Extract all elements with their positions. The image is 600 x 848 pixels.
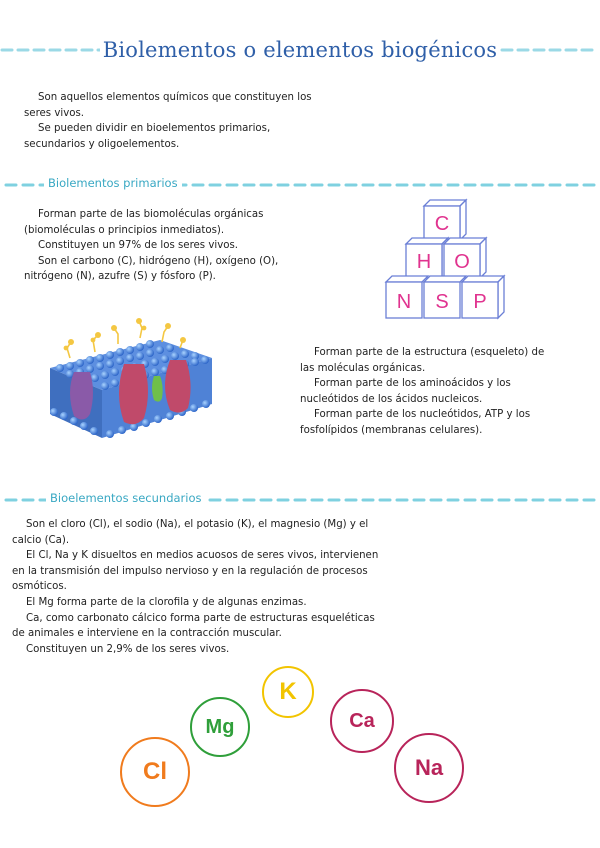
block-letter-s: S [435, 291, 449, 313]
secundarios-line-4: en la transmisión del impulso nervioso y en la regulación de procesos [12, 565, 368, 577]
intro-line-3: Se pueden dividir en bioelementos primarios, [38, 123, 271, 135]
element-symbol-mg: Mg [205, 715, 235, 738]
block-letter-p: P [473, 291, 487, 313]
function-line-4: nucleótidos de los ácidos nucleicos. [300, 393, 483, 405]
element-circle-mg [190, 697, 250, 757]
secundarios-line-2: calcio (Ca). [12, 534, 70, 546]
element-symbol-k: K [279, 678, 297, 705]
secundarios-line-3: El Cl, Na y K disueltos en medios acuosos de seres vivos, intervienen [26, 550, 379, 562]
intro-text [24, 90, 344, 152]
function-line-3: Forman parte de los aminoácidos y los [314, 378, 511, 390]
element-circle-k [262, 666, 314, 718]
secundarios-line-6: El Mg forma parte de la clorofila y de algunas enzimas. [26, 596, 307, 608]
element-circle-ca [330, 689, 394, 753]
element-symbol-na: Na [414, 755, 444, 780]
section-secundarios-heading: Bioelementos secundarios [46, 491, 206, 505]
element-circle-na [394, 733, 464, 803]
secundarios-line-8: de animales e interviene en la contracción muscular. [12, 628, 282, 640]
element-symbol-cl: Cl [143, 758, 167, 785]
primarios-text [24, 207, 314, 285]
block-letter-h: H [416, 251, 432, 273]
title-divider-right [500, 48, 600, 52]
primarios-line-2: (biomoléculas o principios inmediatos). [24, 224, 225, 236]
function-line-6: fosfolípidos (membranas celulares). [300, 424, 483, 436]
secundarios-line-9: Constituyen un 2,9% de los seres vivos. [26, 643, 230, 655]
cell-membrane-illustration [40, 318, 220, 450]
function-line-2: las moléculas orgánicas. [300, 362, 426, 374]
block-letter-c: C [434, 213, 450, 235]
intro-line-1: Son aquellos elementos químicos que constituyen los [38, 92, 312, 103]
function-line-5: Forman parte de los nucleótidos, ATP y los [314, 409, 531, 421]
page-title: Biolementos o elementos biogénicos [102, 38, 498, 62]
element-circle-cl [120, 737, 190, 807]
primarios-line-5: nitrógeno (N), azufre (S) y fósforo (P). [24, 271, 216, 283]
secundarios-line-5: osmóticos. [12, 581, 67, 593]
section-primarios-heading: Biolementos primarios [44, 176, 182, 190]
primarios-line-3: Constituyen un 97% de los seres vivos. [38, 240, 239, 252]
intro-line-4: secundarios y oligoelementos. [24, 138, 180, 150]
intro-line-2: seres vivos. [24, 107, 85, 119]
block-letter-o: O [454, 251, 470, 273]
primarios-functions-text [300, 345, 590, 439]
secundarios-line-7: Ca, como carbonato cálcico forma parte de estructuras esqueléticas [26, 612, 375, 624]
chonsp-blocks-illustration [372, 198, 512, 322]
secundarios-line-1: Son el cloro (Cl), el sodio (Na), el potasio (K), el magnesio (Mg) y el [26, 519, 369, 530]
secundarios-text [12, 517, 432, 657]
title-divider-left [0, 48, 100, 52]
primarios-line-1: Forman parte de las biomoléculas orgánicas [38, 209, 264, 220]
element-symbol-ca: Ca [349, 709, 375, 732]
primarios-line-4: Son el carbono (C), hidrógeno (H), oxígeno (O), [38, 255, 279, 267]
block-letter-n: N [396, 291, 412, 313]
function-line-1: Forman parte de la estructura (esqueleto) de [314, 347, 545, 358]
